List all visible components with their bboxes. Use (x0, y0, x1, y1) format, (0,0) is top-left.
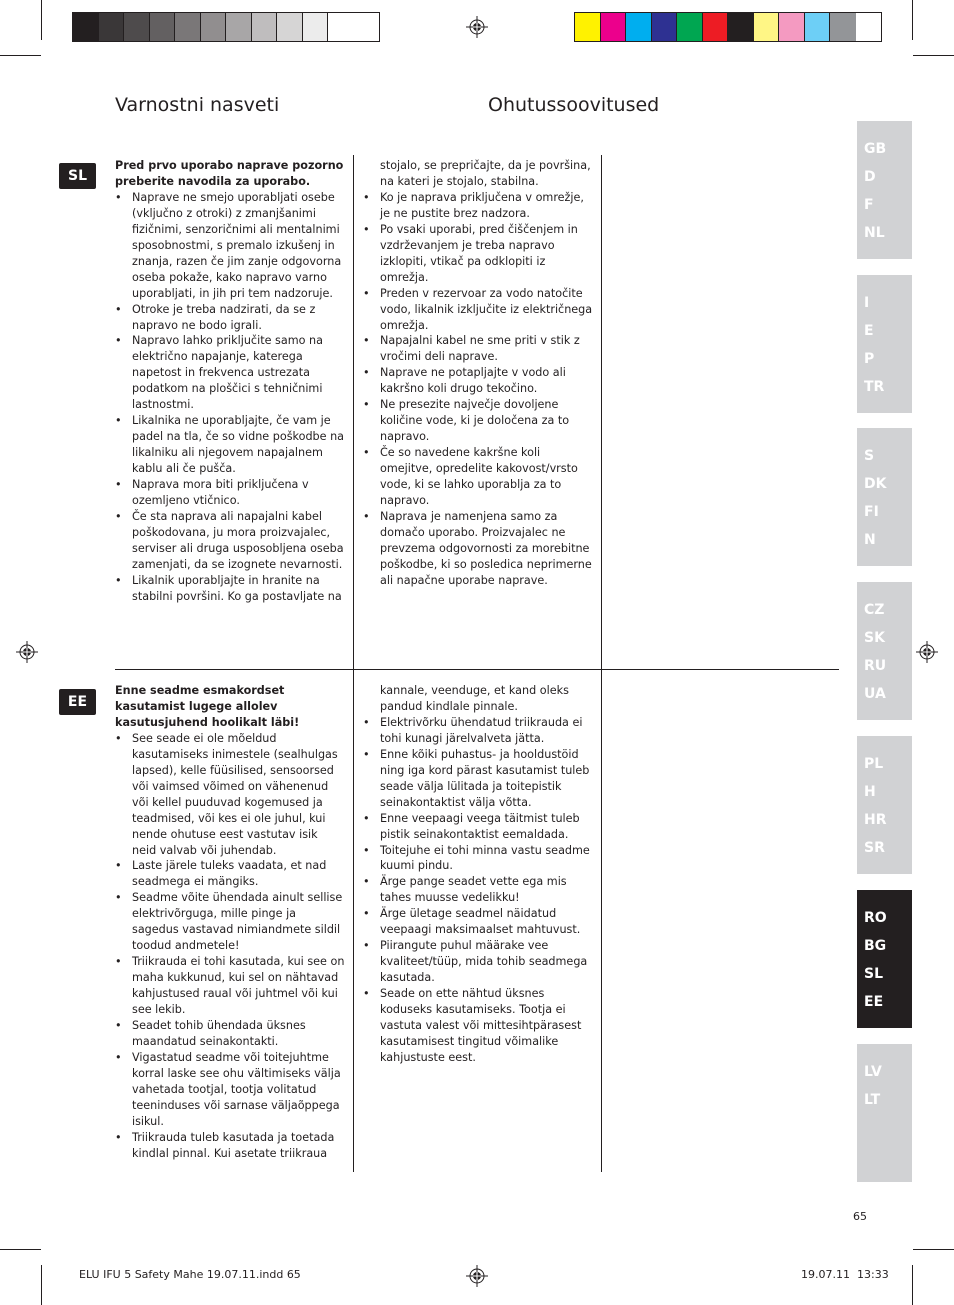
language-code: F (864, 197, 874, 213)
ee-column-2 (363, 683, 593, 1066)
language-code: DK (864, 476, 887, 492)
crop-mark (912, 1265, 913, 1305)
language-code: UA (864, 686, 886, 702)
grayscale-color-bar (72, 12, 380, 42)
ee-intro: Enne seadme esmakordset kasutamist lugege allolev kasutusjuhend hoolikalt läbi! (115, 684, 300, 729)
language-code: P (864, 351, 875, 367)
bullet-item: • Napravo lahko priključite samo na električno napajanje, katerega napetost in frekvenca ustrezata podatkom na ploščici s tehničnimi lastnostmi. (115, 333, 345, 413)
crop-mark (912, 0, 913, 40)
color-swatch (754, 13, 780, 41)
section-divider (115, 669, 839, 670)
bullet-item: • Elektrivõrku ühendatud triikrauda ei tohi kunagi järelvalveta jätta. (363, 715, 593, 747)
bullet-item: • Triikrauda tuleb kasutada ja toetada kindlal pinnal. Kui asetate triikraua (115, 1130, 345, 1162)
bullet-item: • Po vsaki uporabi, pred čiščenjem in vzdrževanjem je treba napravo izklopiti, vtikač pa odklopiti iz omrežja. (363, 222, 593, 286)
bullet-item: • Ko je naprava priključena v omrežje, je ne pustite brez nadzora. (363, 190, 593, 222)
color-swatch (779, 13, 805, 41)
gray-swatch (124, 13, 150, 41)
column-divider (601, 669, 602, 1172)
registration-mark-icon (466, 1265, 488, 1287)
language-code: RU (864, 658, 887, 674)
language-tab-group (857, 582, 912, 720)
process-color-bar (574, 12, 882, 42)
color-swatch (805, 13, 831, 41)
crop-mark (41, 1265, 42, 1305)
bullet-item: • Enne veepaagi veega täitmist tuleb pistik seinakontaktist eemaldada. (363, 811, 593, 843)
bullet-item: • Če so navedene kakršne koli omejitve, opredelite kakovost/vrsto vode, ki se lahko uporablja za to napravo. (363, 445, 593, 509)
bullet-item: • Preden v rezervoar za vodo natočite vodo, likalnik izključite iz električnega omrežja. (363, 286, 593, 334)
language-code: CZ (864, 602, 885, 618)
sl-column-1 (115, 158, 345, 605)
footer-time: 13:33 (857, 1268, 889, 1281)
heading-estonian: Ohutussoovitused (488, 94, 660, 116)
language-code: BG (864, 938, 887, 954)
bullet-item: • Likalnik uporabljajte in hranite na stabilni površini. Ko ga postavljate na (115, 573, 345, 605)
bullet-item: • Ärge ületage seadmel näidatud veepaagi maksimaalset mahtuvust. (363, 906, 593, 938)
bullet-item: • Triikrauda ei tohi kasutada, kui see on maha kukkunud, kui sel on nähtavad kahjustused raual või juhtmel või kui see lekib. (115, 954, 345, 1018)
language-code: N (864, 532, 876, 548)
language-code: S (864, 448, 875, 464)
language-code: HR (864, 812, 887, 828)
crop-mark (41, 0, 42, 40)
footer-date: 19.07.11 (801, 1268, 850, 1281)
ee-list-2 (363, 715, 593, 1066)
ee-continued-text: kannale, veenduge, et kand oleks pandud kindlale pinnale. (380, 684, 569, 713)
bullet-item: • Otroke je treba nadzirati, da se z napravo ne bodo igrali. (115, 302, 345, 334)
language-code: TR (864, 379, 885, 395)
footer-file-info: ELU IFU 5 Safety Mahe 19.07.11.indd 65 (79, 1268, 301, 1281)
sl-intro: Pred prvo uporabo naprave pozorno preberite navodila za uporabo. (115, 159, 344, 188)
bullet-item: • Piirangute puhul määrake vee kvaliteet/tüüp, mida tohib seadmega kasutada. (363, 938, 593, 986)
gray-swatch (150, 13, 176, 41)
language-code: E (864, 323, 874, 339)
bullet-item: • Seade on ette nähtud üksnes koduseks kasutamiseks. Tootja ei vastuta valest või mittesihtpärasest kasutamisest tingitud võimalike kahjustuste eest. (363, 986, 593, 1066)
language-code: I (864, 295, 870, 311)
bullet-item: • Če sta naprava ali napajalni kabel poškodovana, ju mora proizvajalec, serviser ali druga usposobljena oseba zamenjati, da se izognete nevarnosti. (115, 509, 345, 573)
registration-mark-icon (16, 641, 38, 663)
gray-swatch (226, 13, 252, 41)
bullet-item: • Naprave ne smejo uporabljati osebe (vključno z otroki) z zmanjšanimi fizičnimi, senzoričnimi ali mentalnimi sposobnostmi, s premalo izkušenj in znanja, razen če jim zanje odgovorna oseba pokaže, kako napravo varno uporabljati, in jih pri tem nadzoruje. (115, 190, 345, 302)
page-number: 65 (853, 1210, 867, 1223)
language-code: GB (864, 141, 887, 157)
registration-mark-icon (466, 16, 488, 38)
language-code: SK (864, 630, 885, 646)
bullet-item: • Naprave ne potapljajte v vodo ali kakršno koli drugo tekočino. (363, 365, 593, 397)
sl-continued-text: stojalo, se prepričajte, da je površina, na kateri je stojalo, stabilna. (380, 159, 591, 188)
sl-list-2 (363, 190, 593, 589)
bullet-item: • Napajalni kabel ne sme priti v stik z vročimi deli naprave. (363, 333, 593, 365)
language-code: SL (864, 966, 884, 982)
color-swatch (703, 13, 729, 41)
language-code: EE (864, 994, 884, 1010)
sl-column-2 (363, 158, 593, 589)
bullet-item: • Ärge pange seadet vette ega mis tahes muusse vedelikku! (363, 874, 593, 906)
gray-swatch (73, 13, 99, 41)
bullet-item: • Naprava mora biti priključena v ozemljeno vtičnico. (115, 477, 345, 509)
language-tab-group (857, 1044, 912, 1182)
language-code: PL (864, 756, 884, 772)
crop-mark (913, 1249, 954, 1250)
language-badge-sl: SL (59, 163, 96, 189)
bullet-item: • Vigastatud seadme või toitejuhtme korral laske see ohu vältimiseks välja vahetada tootjal, tootja volitatud teeninduses või sarnase väljaõppega isikul. (115, 1050, 345, 1130)
language-tab-group (857, 428, 912, 566)
color-swatch (601, 13, 627, 41)
ee-list-1 (115, 731, 345, 1162)
language-badge-ee: EE (59, 689, 96, 715)
sl-list-1 (115, 190, 345, 605)
gray-swatch (328, 13, 354, 41)
bullet-item: • Laste järele tuleks vaadata, et nad seadmega ei mängiks. (115, 858, 345, 890)
bullet-item: • Ne presezite največje dovoljene količine vode, ki je določena za to napravo. (363, 397, 593, 445)
registration-mark-icon (916, 641, 938, 663)
gray-swatch (175, 13, 201, 41)
color-swatch (626, 13, 652, 41)
gray-swatch (277, 13, 303, 41)
language-code: NL (864, 225, 885, 241)
column-divider (353, 155, 354, 670)
color-swatch (830, 13, 856, 41)
language-code: LT (864, 1092, 881, 1108)
gray-swatch (303, 13, 329, 41)
bullet-item: • Enne kõiki puhastus- ja hooldustöid ning iga kord pärast kasutamist tuleb seade välja lülitada ja toitepistik seinakontaktist välja võtta. (363, 747, 593, 811)
crop-mark (0, 55, 41, 56)
language-tab-group (857, 736, 912, 874)
bullet-item: • Seadet tohib ühendada üksnes maandatud seinakontakti. (115, 1018, 345, 1050)
gray-swatch (252, 13, 278, 41)
gray-swatch (201, 13, 227, 41)
language-code: LV (864, 1064, 882, 1080)
heading-slovenian: Varnostni nasveti (115, 94, 280, 116)
language-code: RO (864, 910, 887, 926)
color-swatch (652, 13, 678, 41)
ee-column-1 (115, 683, 345, 1162)
bullet-item: • Naprava je namenjena samo za domačo uporabo. Proizvajalec ne prevzema odgovornosti za morebitne poškodbe, ki so posledica neprimerne ali napačne uporabe naprave. (363, 509, 593, 589)
crop-mark (0, 1249, 41, 1250)
bullet-item: • Likalnika ne uporabljajte, če vam je padel na tla, če so vidne poškodbe na likalniku ali njegovem napajalnem kablu ali če pušča. (115, 413, 345, 477)
column-divider (353, 669, 354, 1172)
bullet-item: • See seade ei ole mõeldud kasutamiseks inimestele (sealhulgas lapsed), kelle füüsilised, sensoorsed või vaimsed võimed on vähenenud või kellel puuduvad kogemused ja teadmised, või kes ei ole juhul, kui nende ohutuse eest vastutav isik neid valvab või juhendab. (115, 731, 345, 859)
color-swatch (575, 13, 601, 41)
color-swatch (677, 13, 703, 41)
language-tab-group (857, 121, 912, 259)
bullet-item: • Toitejuhe ei tohi minna vastu seadme kuumi pindu. (363, 843, 593, 875)
language-code: D (864, 169, 876, 185)
language-tab-group (857, 890, 912, 1028)
crop-mark (913, 55, 954, 56)
color-swatch (728, 13, 754, 41)
language-tab-group (857, 275, 912, 413)
bullet-item: • Seadme võite ühendada ainult sellise elektrivõrguga, mille pinge ja sagedus vastavad nimiandmete sildil toodud andmetele! (115, 890, 345, 954)
language-code: SR (864, 840, 885, 856)
language-code: H (864, 784, 876, 800)
gray-swatch (99, 13, 125, 41)
language-code: FI (864, 504, 879, 520)
column-divider (601, 155, 602, 670)
